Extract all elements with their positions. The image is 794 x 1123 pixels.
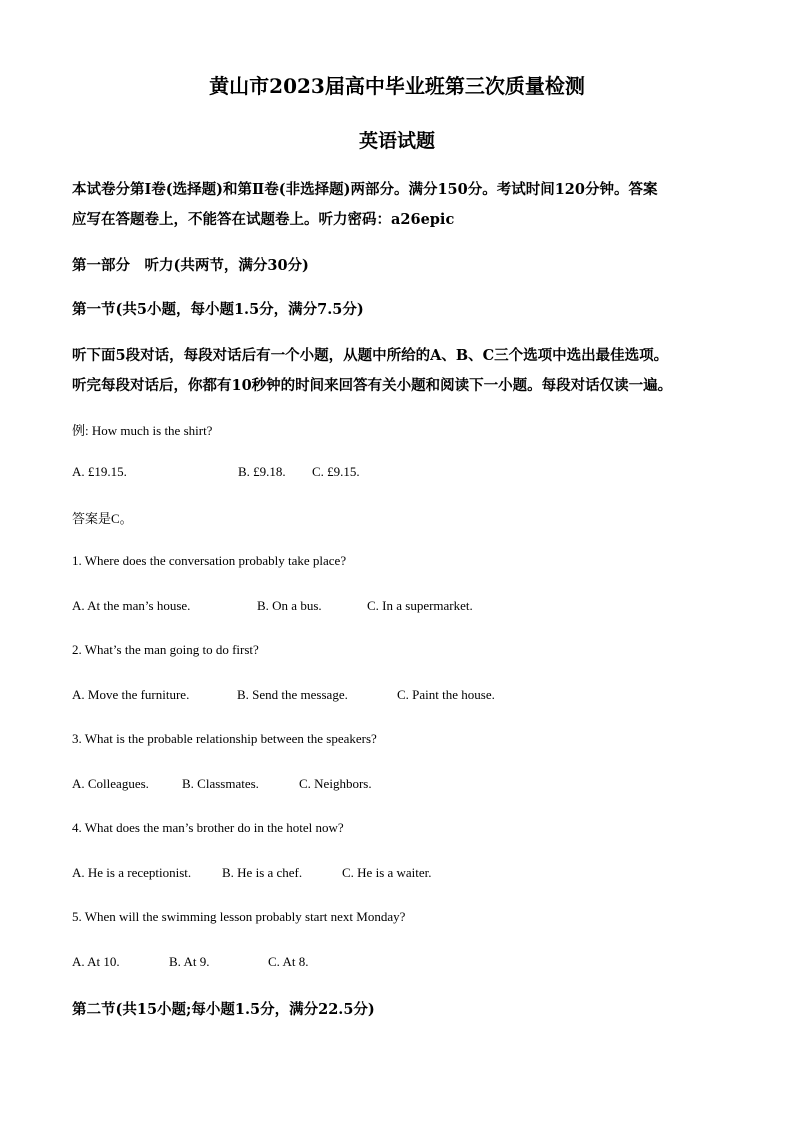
q5-option-b: B. At 9. <box>169 954 210 969</box>
part1-heading: 第一部分 听力(共两节，满分30分) <box>72 257 309 274</box>
q5-option-c: C. At 8. <box>268 954 309 969</box>
example-option-c: C. £9.15. <box>312 464 360 479</box>
instruction-line-1: 听下面5段对话，每段对话后有一个小题，从题中所给的A、B、C三个选项中选出最佳选项。 <box>72 347 669 364</box>
example-option-b: B. £9.18. <box>238 464 286 479</box>
q1-option-c: C. In a supermarket. <box>367 598 473 613</box>
example-answer: 答案是C。 <box>72 511 133 526</box>
q5-option-a: A. At 10. <box>72 954 120 969</box>
question-3-options <box>72 776 722 794</box>
q3-option-c: C. Neighbors. <box>299 776 372 791</box>
question-4-options <box>72 865 722 883</box>
q4-option-b: B. He is a chef. <box>222 865 303 880</box>
q3-option-b: B. Classmates. <box>182 776 259 791</box>
question-4: 4. What does the man’s brother do in the hotel now? <box>72 820 344 835</box>
intro-line-1: 本试卷分第Ⅰ卷(选择题)和第Ⅱ卷(非选择题)两部分。满分150分。考试时间120分钟。答案 <box>72 181 658 198</box>
q4-option-a: A. He is a receptionist. <box>72 865 192 880</box>
question-5-options <box>72 954 722 972</box>
section2-heading: 第二节(共15小题;每小题1.5分，满分22.5分) <box>72 1001 375 1018</box>
example-options <box>72 464 722 482</box>
exam-subtitle: 英语试题 <box>358 130 435 152</box>
example-option-a: A. £19.15. <box>72 464 127 479</box>
question-3: 3. What is the probable relationship between the speakers? <box>72 731 377 746</box>
q3-option-a: A. Colleagues. <box>72 776 149 791</box>
question-2: 2. What’s the man going to do first? <box>72 642 259 657</box>
q4-option-c: C. He is a waiter. <box>342 865 432 880</box>
q1-option-b: B. On a bus. <box>257 598 322 613</box>
q2-option-a: A. Move the furniture. <box>72 687 190 702</box>
q1-option-a: A. At the man’s house. <box>72 598 191 613</box>
q2-option-c: C. Paint the house. <box>397 687 495 702</box>
question-1-options <box>72 598 722 616</box>
intro-line-2: 应写在答题卷上，不能答在试题卷上。听力密码：a26epic <box>72 211 455 228</box>
question-1: 1. Where does the conversation probably take place? <box>72 553 347 568</box>
exam-title: 黄山市2023届高中毕业班第三次质量检测 <box>209 74 585 98</box>
example-question: 例: How much is the shirt? <box>72 423 213 438</box>
question-5: 5. When will the swimming lesson probably start next Monday? <box>72 909 406 924</box>
section1-heading: 第一节(共5小题，每小题1.5分，满分7.5分) <box>72 301 364 318</box>
q2-option-b: B. Send the message. <box>237 687 348 702</box>
question-2-options <box>72 687 722 705</box>
instruction-line-2: 听完每段对话后，你都有10秒钟的时间来回答有关小题和阅读下一小题。每段对话仅读一遍。 <box>72 377 673 394</box>
